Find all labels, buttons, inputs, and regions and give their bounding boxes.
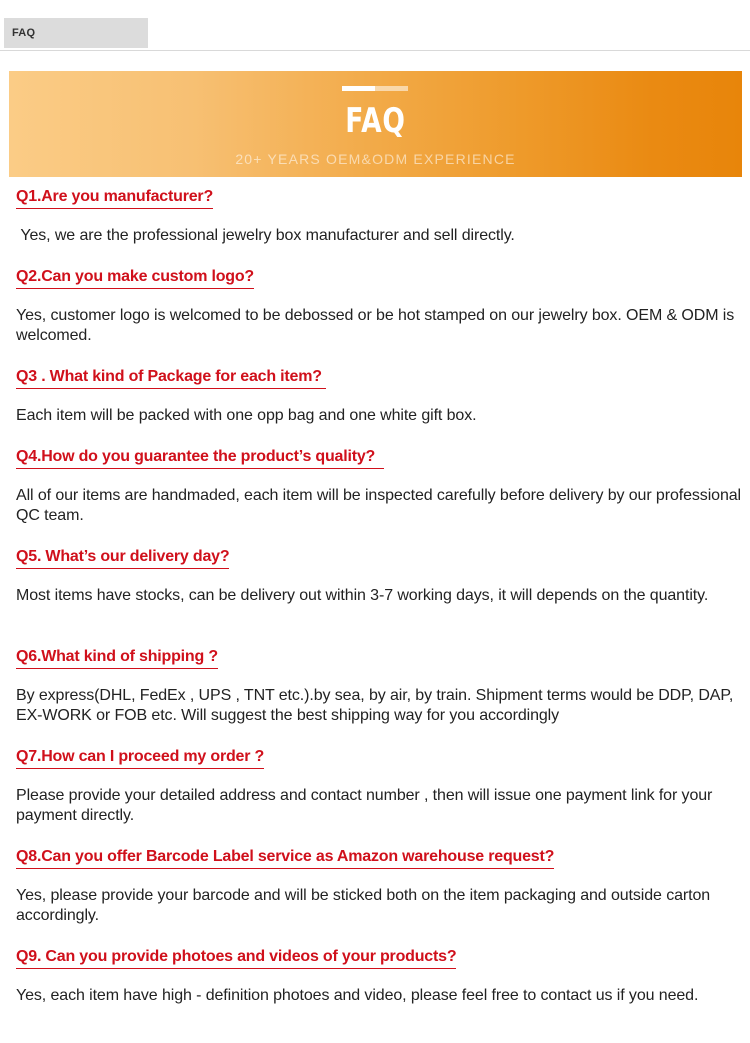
faq-item-8 xyxy=(16,846,744,926)
faq-question: Q7.How can I proceed my order ? xyxy=(16,746,264,769)
faq-answer: Yes, we are the professional jewelry box manufacturer and sell directly. xyxy=(16,227,515,244)
faq-question: Q1.Are you manufacturer? xyxy=(16,186,213,209)
faq-answer: Yes, each item have high - definition photoes and video, please feel free to contact us if you need. xyxy=(16,987,699,1004)
faq-question: Q6.What kind of shipping ? xyxy=(16,646,218,669)
accent-bar-faded xyxy=(375,86,408,91)
faq-banner xyxy=(9,71,742,177)
tab-bar xyxy=(0,0,750,51)
faq-answer: Most items have stocks, can be delivery out within 3-7 working days, it will depends on the quantity. xyxy=(16,587,709,604)
faq-item-1 xyxy=(16,186,744,246)
accent-bar-solid xyxy=(342,86,375,91)
tab-faq[interactable]: FAQ xyxy=(4,18,148,48)
faq-item-9 xyxy=(16,946,744,1006)
faq-question: Q2.Can you make custom logo? xyxy=(16,266,254,289)
faq-answer: Yes, customer logo is welcomed to be debossed or be hot stamped on our jewelry box. OEM & ODM is welcomed. xyxy=(16,307,739,344)
faq-answer: Yes, please provide your barcode and will be sticked both on the item packaging and outside carton accordingly. xyxy=(16,887,715,924)
banner-title: FAQ xyxy=(345,101,406,141)
banner-accent-bar xyxy=(342,86,408,91)
faq-question: Q4.How do you guarantee the product’s quality? xyxy=(16,446,384,469)
faq-answer: Each item will be packed with one opp bag and one white gift box. xyxy=(16,407,477,424)
faq-item-2 xyxy=(16,266,744,346)
faq-question: Q5. What’s our delivery day? xyxy=(16,546,229,569)
faq-answer: All of our items are handmaded, each item will be inspected carefully before delivery by our professional QC team. xyxy=(16,487,746,524)
faq-answer: Please provide your detailed address and contact number , then will issue one payment link for your payment directly. xyxy=(16,787,717,824)
faq-question: Q8.Can you offer Barcode Label service as Amazon warehouse request? xyxy=(16,846,554,869)
faq-item-4 xyxy=(16,446,744,526)
faq-question: Q3 . What kind of Package for each item? xyxy=(16,366,326,389)
faq-item-6 xyxy=(16,646,744,726)
faq-item-5 xyxy=(16,546,744,606)
faq-question: Q9. Can you provide photoes and videos of your products? xyxy=(16,946,456,969)
faq-answer: By express(DHL, FedEx , UPS , TNT etc.).by sea, by air, by train. Shipment terms would be DDP, DAP, EX-WORK or FOB etc. Will suggest the best shipping way for you accordingly xyxy=(16,687,738,724)
banner-subtitle: 20+ YEARS OEM&ODM EXPERIENCE xyxy=(235,151,516,167)
faq-item-7 xyxy=(16,746,744,826)
faq-item-3 xyxy=(16,366,744,426)
